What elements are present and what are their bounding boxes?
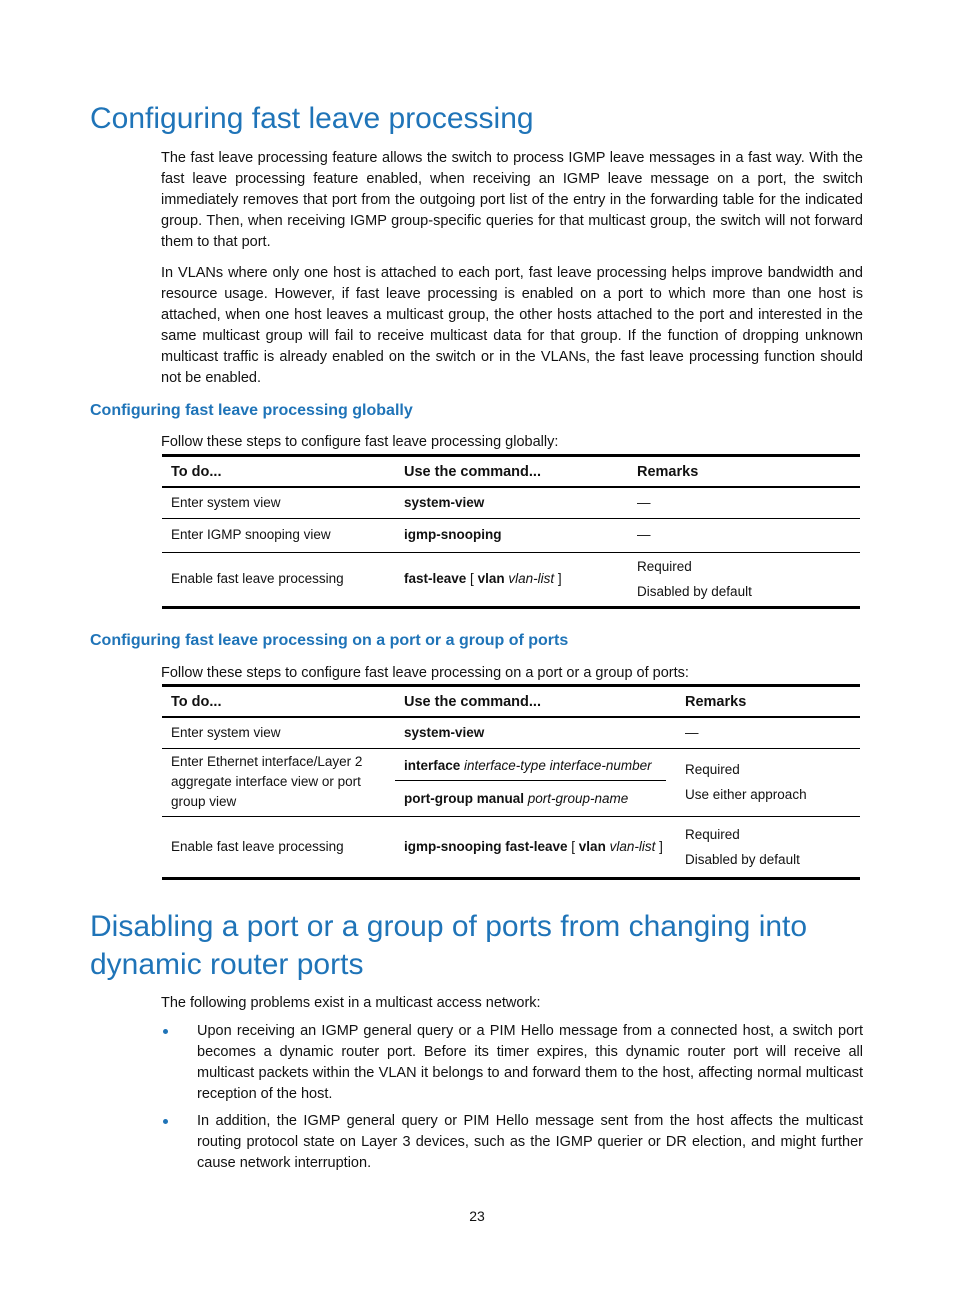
problems-list [161, 1021, 863, 1180]
subsection-title-globally: Configuring fast leave processing globally [90, 402, 413, 419]
cell-command: system-view [395, 717, 676, 748]
remark-line: Required [685, 762, 740, 777]
cell-todo: Enter system view [162, 487, 395, 518]
subsection-title-port: Configuring fast leave processing on a port or a group of ports [90, 632, 569, 649]
cmd-bracket: [ [466, 571, 478, 586]
page-number: 23 [469, 1208, 485, 1224]
section-title-fast-leave: Configuring fast leave processing [90, 102, 534, 135]
header-command: Use the command... [395, 686, 676, 718]
header-remarks: Remarks [628, 456, 860, 488]
remark-line: Use either approach [685, 787, 807, 802]
bullet-icon [163, 1029, 168, 1034]
remark-line: Required [637, 559, 692, 574]
table-header-row [162, 686, 860, 718]
table-header-row [162, 456, 860, 488]
cell-todo: Enter Ethernet interface/Layer 2 aggregate interface view or port group view [162, 748, 395, 816]
table-row [162, 816, 860, 878]
bullet-icon [163, 1119, 168, 1124]
command-option-port-group [395, 781, 676, 811]
cmd-argument: interface-type interface-number [460, 757, 652, 773]
table-row [162, 552, 860, 607]
header-command: Use the command... [395, 456, 628, 488]
table-row [162, 748, 860, 816]
cmd-argument: port-group-name [524, 790, 629, 806]
cmd-keyword: vlan [477, 571, 505, 586]
cell-remark [628, 552, 860, 607]
cell-todo: Enable fast leave processing [162, 816, 395, 878]
cmd-bracket: ] [655, 838, 663, 854]
cmd-keyword: fast-leave [404, 571, 467, 586]
paragraph-problems-intro: The following problems exist in a multicast access network: [161, 995, 541, 1011]
paragraph-fast-leave-vlans: In VLANs where only one host is attached to each port, fast leave processing helps improve bandwidth and resource usage. However, if fast leave processing is enabled on a port to which more than one host is attached, when one host leaves a multicast group, the other hosts attached to the port and interested in the same multicast group will fail to receive multicast data for that group. If the function of dropping unknown multicast traffic is already enabled on the switch or in the VLANs, the fast leave processing function should not be enabled. [161, 265, 863, 386]
cell-todo: Enter system view [162, 717, 395, 748]
header-todo: To do... [162, 686, 395, 718]
list-item-text: Upon receiving an IGMP general query or a PIM Hello message from a connected host, a switch port becomes a dynamic router port. Before its timer expires, this dynamic router port will receive all multicast packets within the VLAN it belongs to and forward them to the host, affecting normal multicast reception of the host. [197, 1023, 863, 1102]
table-intro-globally: Follow these steps to configure fast leave processing globally: [161, 434, 559, 450]
cmd-keyword: vlan [578, 838, 606, 854]
cell-command [395, 552, 628, 607]
list-item [161, 1021, 863, 1105]
steps-table-port [162, 684, 860, 880]
cell-command: system-view [395, 487, 628, 518]
cmd-keyword: port-group manual [404, 790, 524, 806]
cell-command [395, 816, 676, 878]
cell-remark: — [676, 717, 860, 748]
cell-command [395, 748, 676, 816]
table-row [162, 518, 860, 552]
remark-line: Disabled by default [685, 851, 800, 867]
cell-command: igmp-snooping [395, 518, 628, 552]
header-todo: To do... [162, 456, 395, 488]
section-title-dynamic-router-ports: Disabling a port or a group of ports from changing into dynamic router ports [90, 910, 808, 981]
steps-table-globally [162, 454, 860, 609]
cmd-argument: vlan-list [609, 838, 656, 854]
list-item-text: In addition, the IGMP general query or PIM Hello message sent from the host affects the multicast routing protocol state on Layer 3 devices, such as the IGMP querier or DR election, and might further cause network interruption. [197, 1113, 863, 1171]
cell-remark [676, 816, 860, 878]
table-intro-port: Follow these steps to configure fast leave processing on a port or a group of ports: [161, 665, 689, 681]
cell-todo: Enable fast leave processing [162, 552, 395, 607]
cell-remark [676, 748, 860, 816]
table-row [162, 717, 860, 748]
remark-line: Required [685, 826, 740, 842]
cmd-keyword: igmp-snooping fast-leave [404, 838, 568, 854]
remark-line: Disabled by default [637, 584, 752, 599]
paragraph-fast-leave-intro: The fast leave processing feature allows the switch to process IGMP leave messages in a fast way. With the fast leave processing feature enabled, when receiving an IGMP leave message on a port, the switch immediately removes that port from the outgoing port list of the entry in the forwarding table for the indicated group. Then, when receiving IGMP group-specific queries for that multicast group, the switch will not forward them to that port. [161, 150, 863, 250]
cell-todo: Enter IGMP snooping view [162, 518, 395, 552]
cmd-argument: vlan-list [508, 571, 555, 586]
list-item [161, 1111, 863, 1174]
header-remarks: Remarks [676, 686, 860, 718]
table-row [162, 487, 860, 518]
cell-remark: — [628, 518, 860, 552]
cell-remark: — [628, 487, 860, 518]
cmd-bracket: [ [567, 838, 579, 854]
command-option-interface [395, 754, 666, 781]
cmd-bracket: ] [554, 571, 562, 586]
cmd-keyword: interface [404, 757, 461, 773]
